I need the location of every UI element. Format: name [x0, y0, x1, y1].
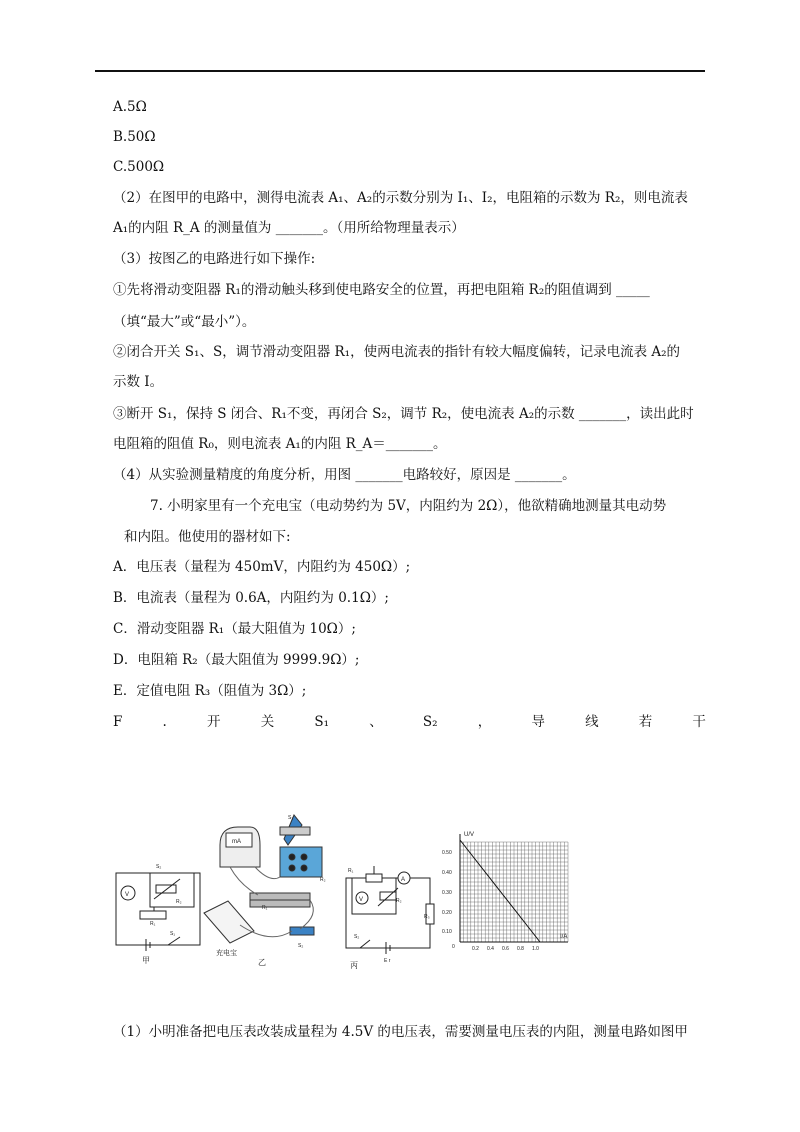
q3-intro: （3）按图乙的电路进行如下操作:: [113, 251, 316, 267]
header-rule: [95, 70, 705, 72]
q7-item-b: B．电流表（量程为 0.6A，内阻约为 0.1Ω）;: [113, 590, 389, 606]
q2-line1: （2）在图甲的电路中，测得电流表 A₁、A₂的示数分别为 I₁、I₂，电阻箱的示数为 R₂，则电流表: [113, 190, 688, 206]
q7-item-d: D．电阻箱 R₂（最大阻值为 9999.9Ω）;: [113, 652, 360, 668]
q7-item-a: A．电压表（量程为 450mV，内阻约为 450Ω）;: [113, 559, 411, 575]
circuit-bing: [340, 858, 440, 970]
svg-text:R₁: R₁: [348, 868, 354, 874]
q7-item-e: E．定值电阻 R₃（阻值为 3Ω）;: [113, 683, 307, 699]
ui-graph: [438, 822, 588, 972]
svg-text:V: V: [125, 892, 130, 898]
svg-text:V: V: [359, 897, 364, 903]
svg-text:S₂: S₂: [354, 934, 360, 940]
label-bing: 丙: [350, 961, 358, 970]
svg-text:E r: E r: [384, 958, 391, 964]
svg-text:R₂: R₂: [396, 898, 402, 904]
option-b: B.50Ω: [113, 129, 156, 145]
svg-text:R₃: R₃: [424, 914, 430, 920]
graph-origin: 0: [452, 944, 455, 950]
y-tick: 0.30: [442, 890, 452, 896]
graph-y-label: U/V: [464, 832, 475, 838]
label-yi: 乙: [258, 958, 266, 967]
q3-step2-b: 示数 I。: [113, 374, 164, 390]
svg-text:mA: mA: [232, 839, 241, 845]
f-part: 若: [638, 714, 653, 730]
svg-text:R₂: R₂: [176, 899, 182, 905]
q4-line: （4）从实验测量精度的角度分析，用图 _______电路较好，原因是 _______。: [113, 467, 576, 483]
svg-text:S₁: S₁: [288, 815, 294, 821]
q7-line2: 和内阻。他使用的器材如下:: [124, 529, 291, 545]
option-c: C.500Ω: [113, 159, 165, 175]
svg-text:R₁: R₁: [150, 921, 156, 927]
q3-step2-a: ②闭合开关 S₁、S，调节滑动变阻器 R₁，使两电流表的指针有较大幅度偏转，记录电流表 A₂的: [113, 344, 681, 360]
q7-line1: 7. 小明家里有一个充电宝（电动势约为 5V，内阻约为 2Ω），他欲精确地测量其电动势: [150, 498, 667, 514]
f-part: .: [162, 714, 167, 730]
y-tick: 0.20: [442, 910, 452, 916]
option-a: A.5Ω: [113, 99, 147, 115]
x-tick: 1.0: [532, 946, 539, 952]
y-tick: 0.40: [442, 870, 452, 876]
f-part: S₁: [314, 714, 330, 730]
svg-text:S₁: S₁: [170, 931, 176, 937]
f-part: 线: [585, 714, 599, 730]
q3-step1-a: ①先将滑动变阻器 R₁的滑动触头移到使电路安全的位置，再把电阻箱 R₂的阻值调到 _____: [113, 282, 650, 298]
f-part: F: [113, 714, 123, 730]
q3-step3-b: 电阻箱的阻值 R₀，则电流表 A₁的内阻 R_A＝_______。: [113, 436, 447, 452]
svg-text:S₂: S₂: [298, 943, 304, 949]
label-jia: 甲: [142, 956, 150, 965]
q3-step3-a: ③断开 S₁，保持 S 闭合、R₁不变，再闭合 S₂，调节 R₂，使电流表 A₂的示数 _______，读出此时: [113, 406, 694, 422]
f-part: S₂: [422, 714, 438, 730]
powerbank-label: 充电宝: [216, 950, 237, 957]
svg-text:S₂: S₂: [156, 864, 162, 870]
svg-text:R₁: R₁: [262, 905, 268, 911]
f-part: ，: [477, 714, 492, 730]
f-part: 、: [369, 714, 383, 730]
q7-item-c: C．滑动变阻器 R₁（最大阻值为 10Ω）;: [113, 621, 356, 637]
f-part: 关: [260, 714, 275, 730]
q7-item-f: [113, 713, 706, 731]
f-part: 导: [531, 714, 545, 730]
y-tick: 0.10: [442, 929, 452, 935]
x-tick: 0.2: [472, 946, 479, 952]
f-part: 开: [207, 714, 221, 730]
x-tick: 0.6: [502, 946, 509, 952]
x-tick: 0.8: [517, 946, 524, 952]
svg-text:R₂: R₂: [320, 877, 326, 883]
q3-step1-b: （填“最大”或“最小”）。: [113, 314, 256, 330]
y-tick: 0.50: [442, 850, 452, 856]
x-tick: 0.4: [487, 946, 494, 952]
svg-text:A: A: [401, 877, 406, 883]
q2-line2: A₁的内阻 R_A 的测量值为 _______。（用所给物理量表示）: [113, 220, 465, 236]
circuit-jia: [110, 855, 210, 967]
f-part: 干: [692, 714, 706, 730]
apparatus-yi: [200, 805, 340, 970]
q7-part1-line: （1）小明准备把电压表改装成量程为 4.5V 的电压表，需要测量电压表的内阻，测量电路如图甲: [113, 1024, 688, 1040]
graph-x-label: I/A: [560, 934, 568, 940]
